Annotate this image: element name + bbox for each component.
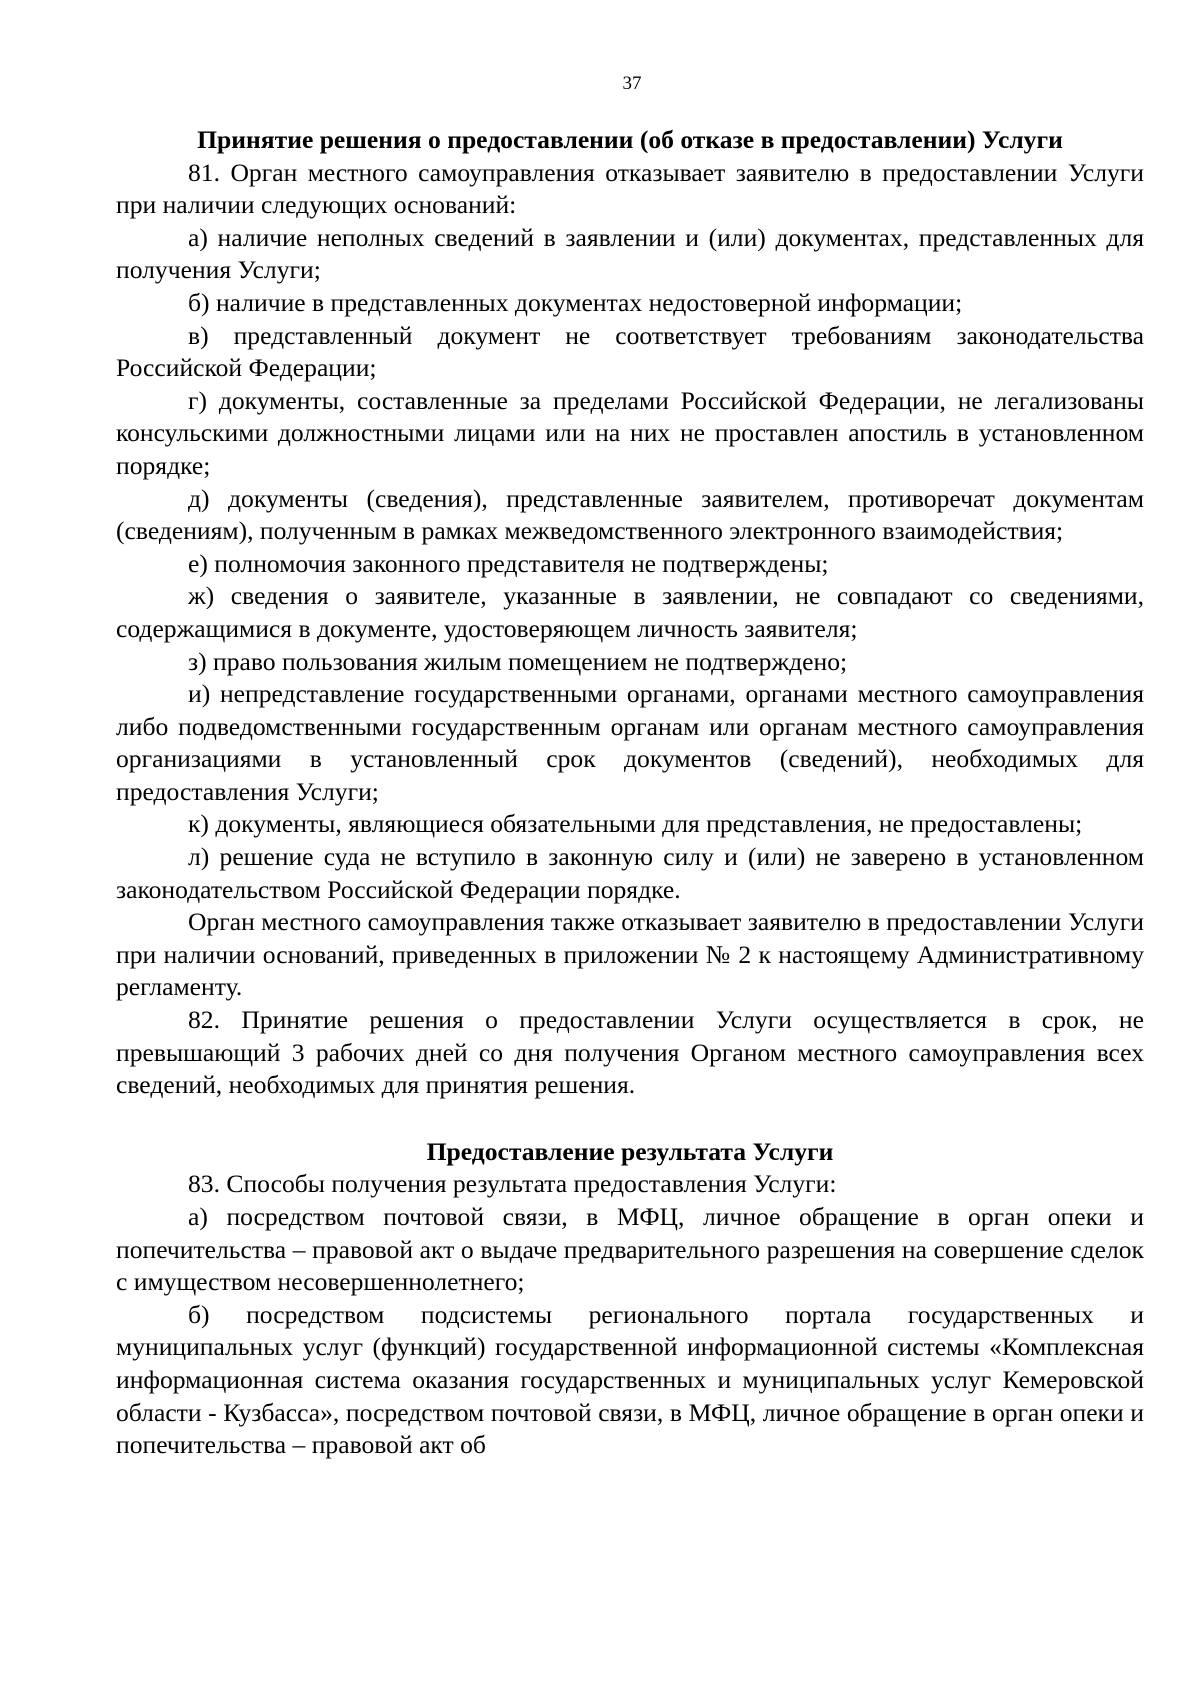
paragraph-81a: а) наличие неполных сведений в заявлении и (или) документах, представленных для получения Услуги; [116,222,1144,285]
paragraph-81k: к) документы, являющиеся обязательными для представления, не предоставлены; [188,809,1083,839]
section-heading-decision: Принятие решения о предоставлении (об отказе в предоставлении) Услуги [197,125,1063,154]
paragraph-81l: л) решение суда не вступило в законную силу и (или) не заверено в установленном законодательством Российской Федерации порядке. [116,842,1144,904]
paragraph-81z: з) право пользования жилым помещением не подтверждено; [188,646,848,676]
paragraph-81i: и) непредставление государственными органами, органами местного самоуправления либо подведомственными государственным органам или органам местного самоуправления организациями в установленный срок документов (сведений), необходимых для предоставления Услуги; [116,679,1144,806]
paragraph-81-additional: Орган местного самоуправления также отказывает заявителю в предоставлении Услуги при наличии оснований, приведенных в приложении № 2 к настоящему Административному регламенту. [116,907,1144,1002]
section-heading-result: Предоставление результата Услуги [426,1136,834,1166]
paragraph-83a: а) посредством почтовой связи, в МФЦ, личное обращение в орган опеки и попечительства – правовой акт о выдаче предварительного разрешения на совершение сделок с имуществом несовершеннолетнего; [116,1202,1144,1297]
paragraph-81b: б) наличие в представленных документах недостоверной информации; [188,287,963,317]
paragraph-81zh: ж) сведения о заявителе, указанные в заявлении, не совпадают со сведениями, содержащимися в документе, удостоверяющем личность заявителя; [116,581,1144,643]
page-number: 37 [622,73,642,94]
paragraph-83: 83. Способы получения результата предоставления Услуги: [188,1169,837,1199]
section-decision-paragraphs [116,157,1144,1102]
paragraph-81: 81. Орган местного самоуправления отказывает заявителю в предоставлении Услуги при наличии следующих оснований: [116,157,1144,220]
document-body [116,124,1144,1462]
section-result-paragraphs [116,1168,1144,1461]
paragraph-81e: е) полномочия законного представителя не подтверждены; [188,548,829,578]
paragraph-81v: в) представленный документ не соответствует требованиям законодательства Российской Федерации; [116,320,1144,383]
paragraph-81d: д) документы (сведения), представленные заявителем, противоречат документам (сведениям), полученным в рамках межведомственного электронного взаимодействия; [116,483,1144,546]
paragraph-83b: б) посредством подсистемы регионального портала государственных и муниципальных услуг (функций) государственной информационной системы «Комплексная информационная система оказания государственных и муниципальных услуг Кемеровской области - Кузбасса», посредством почтовой связи, в МФЦ, личное обращение в орган опеки и попечительства – правовой акт об [116,1299,1144,1460]
section-spacer [116,1102,1144,1136]
paragraph-81g: г) документы, составленные за пределами Российской Федерации, не легализованы консульскими должностными лицами или на них не проставлен апостиль в установленном порядке; [116,385,1144,480]
paragraph-82: 82. Принятие решения о предоставлении Услуги осуществляется в срок, не превышающий 3 рабочих дней со дня получения Органом местного самоуправления всех сведений, необходимых для принятия решения. [116,1005,1144,1100]
